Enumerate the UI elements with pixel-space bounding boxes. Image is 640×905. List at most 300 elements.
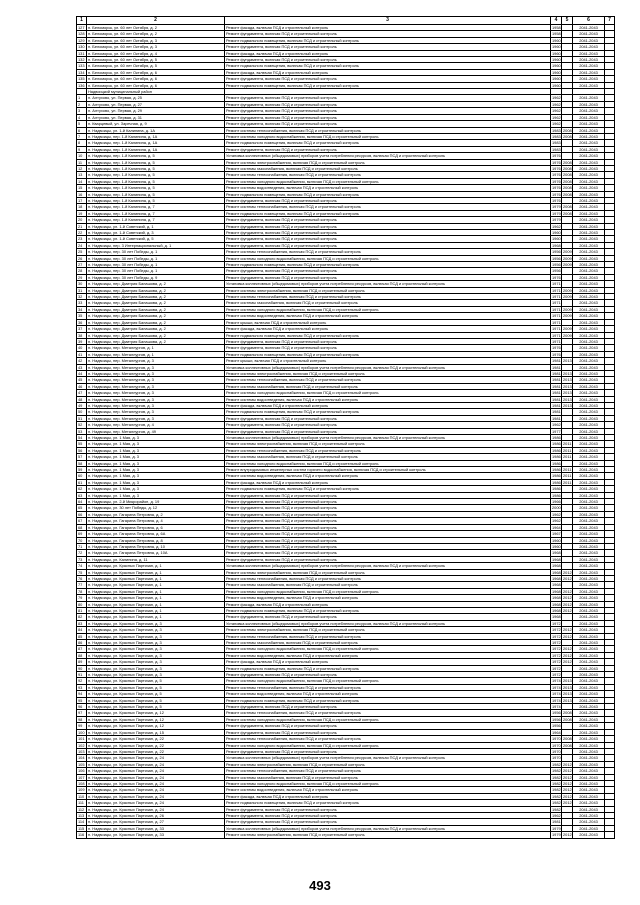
work-type-cell: Ремонт фундамента, включая ПСД и строительный контроль xyxy=(225,236,551,242)
planned-period-cell: 2041-2043 xyxy=(573,678,605,684)
last-repair-year-cell: 2012 xyxy=(563,832,572,838)
planned-period-cell: 2041-2043 xyxy=(573,550,605,556)
planned-period-cell: 2041-2043 xyxy=(573,262,605,268)
address-cell: п. Надвоицы, пер. 1-й Калинина, д. 1А xyxy=(87,146,225,152)
address-cell: п. Надвоицы, ул. Гагарина Петровна, д. 6А xyxy=(87,531,225,537)
row-number: 70 xyxy=(77,537,87,543)
work-type-cell: Ремонт фундамента, включая ПСД и строительный контроль xyxy=(225,217,551,223)
address-cell: п. Надвоицы, ул. Красных Партизан, д. 1 xyxy=(87,588,225,594)
work-type-cell: Ремонт системы холодного водоснабжения, включая ПСД и строительный контроль xyxy=(225,178,551,184)
build-year-cell: 1986 xyxy=(552,447,561,453)
planned-period-cell: 2041-2043 xyxy=(573,595,605,601)
row-number: 10 xyxy=(77,153,87,159)
planned-period-cell: 2041-2043 xyxy=(573,652,605,658)
row-number: 61 xyxy=(77,479,87,485)
row-number: 79 xyxy=(77,595,87,601)
address-cell: п. Надвоицы, ул. 1 Мая, д. 3 xyxy=(87,486,225,492)
address-cell: п. Надвоицы, ул. 1 Мая, д. 3 xyxy=(87,454,225,460)
address-cell: п. Надвоицы, ул. 30 лет Победы, д. 12 xyxy=(87,505,225,511)
address-cell: п. Надвоицы, пер. 1-й Калинина, д. 7 xyxy=(87,217,225,223)
build-year-cell: 1971 xyxy=(552,313,561,319)
last-repair-year-cell: 2011 xyxy=(563,454,572,460)
work-type-cell: Ремонт фундамента, включая ПСД и строительный контроль xyxy=(225,95,551,101)
build-year-cell: 1962 xyxy=(552,812,561,818)
work-type-cell: Установка коллективных (общедомовых) приборов учета потребления ресурсов, включая ПСД и строительный контроль xyxy=(225,620,551,626)
last-repair-year-cell: 2008 xyxy=(563,210,572,216)
address-cell: п. Надвоицы, ул. Красных Партизан, д. 24 xyxy=(87,793,225,799)
planned-period-cell: 2041-2043 xyxy=(573,505,605,511)
planned-period-cell: 2041-2043 xyxy=(573,287,605,293)
build-year-cell: 1962 xyxy=(552,511,561,517)
planned-period-cell: 2041-2043 xyxy=(573,563,605,569)
last-repair-year-cell: 2013 xyxy=(563,697,572,703)
planned-period-cell: 2041-2043 xyxy=(573,274,605,280)
address-cell: п. Надвоицы, пер. Дмитрия Балашова, д. 2 xyxy=(87,326,225,332)
row-number: 49 xyxy=(77,402,87,408)
work-type-cell: Ремонт фундамента, включая ПСД и строительный контроль xyxy=(225,76,551,82)
build-year-cell: 1981 xyxy=(552,377,561,383)
last-repair-year-cell: 2012 xyxy=(563,768,572,774)
work-type-cell: Ремонт фундамента, включая ПСД и строительный контроль xyxy=(225,108,551,114)
work-type-cell: Ремонт системы электроснабжения, включая ПСД и строительный контроль xyxy=(225,441,551,447)
work-type-cell: Ремонт фасада, включая ПСД и строительный контроль xyxy=(225,402,551,408)
build-year-cell: 1960 xyxy=(552,63,561,69)
planned-period-cell: 2041-2043 xyxy=(573,332,605,338)
address-cell: п. Надвоицы, ул. Красных Партизан, д. 1 xyxy=(87,575,225,581)
last-repair-year-cell: 2013 xyxy=(563,358,572,364)
address-cell: п. Алтухово, ул. Первая, д. 25 xyxy=(87,95,225,101)
build-year-cell: 1960 xyxy=(552,37,561,43)
row-number: 60 xyxy=(77,473,87,479)
row-number: 52 xyxy=(77,422,87,428)
last-repair-year-cell: 2012 xyxy=(563,800,572,806)
build-year-cell: 1960 xyxy=(552,82,561,88)
address-cell: п. Надвоицы, ул. Красных Партизан, д. 3 xyxy=(87,640,225,646)
work-type-cell: Ремонт фасада, включая ПСД и строительный контроль xyxy=(225,479,551,485)
address-cell: п. Надвоицы, пер. Металлургов, д. 3 xyxy=(87,396,225,402)
last-repair-year-cell: 2013 xyxy=(563,684,572,690)
work-type-cell: Ремонт подвального помещения, включая ПСД и строительный контроль xyxy=(225,409,551,415)
build-year-cell: 1983 xyxy=(552,140,561,146)
work-type-cell: Ремонт системы электроснабжения, включая ПСД и строительный контроль xyxy=(225,832,551,838)
last-repair-year-cell: 2012 xyxy=(563,787,572,793)
planned-period-cell: 2041-2043 xyxy=(573,755,605,761)
build-year-cell: 1971 xyxy=(552,287,561,293)
work-type-cell: Ремонт фундамента, включая ПСД и строительный контроль xyxy=(225,57,551,63)
work-type-cell: Ремонт фундамента, включая ПСД и строительный контроль xyxy=(225,121,551,127)
row-number: 38 xyxy=(77,332,87,338)
work-type-cell: Ремонт системы водоотведения, включая ПСД и строительный контроль xyxy=(225,185,551,191)
planned-period-cell: 2041-2043 xyxy=(573,716,605,722)
address-cell: п. Надвоицы, ул. 1 Мая, д. 3 xyxy=(87,479,225,485)
last-repair-year-cell: 2009 xyxy=(563,262,572,268)
row-number: 131 xyxy=(78,50,85,56)
address-cell: п. Надвоицы, пер. 1-й Калинина, д. 5 xyxy=(87,159,225,165)
work-type-cell: Ремонт подвального помещения, включая ПСД и строительный контроль xyxy=(225,486,551,492)
row-number: 47 xyxy=(77,390,87,396)
row-number: 71 xyxy=(77,543,87,549)
build-year-cell: 1976 xyxy=(552,351,561,357)
build-year-cell: 1962 xyxy=(552,114,561,120)
address-cell: п. Надвоицы, ул. Красных Партизан, д. 24 xyxy=(87,755,225,761)
work-type-cell: Ремонт фундамента, включая ПСД и строительный контроль xyxy=(225,806,551,812)
row-number: 97 xyxy=(77,710,87,716)
row-number: 26 xyxy=(77,255,87,261)
last-repair-year-cell: 2008 xyxy=(563,204,572,210)
address-cell: п. Надвоицы, ул. Красных Партизан, д. 24 xyxy=(87,787,225,793)
planned-period-cell: 2041-2043 xyxy=(573,294,605,300)
work-type-cell: Установка коллективных (общедомовых) приборов учета потребления ресурсов, включая ПСД и строительный контроль xyxy=(225,281,551,287)
last-repair-year-cell: 2009 xyxy=(563,326,572,332)
planned-period-cell: 2041-2043 xyxy=(573,402,605,408)
planned-period-cell: 2041-2043 xyxy=(573,531,605,537)
row-number: 56 xyxy=(77,447,87,453)
planned-period-cell: 2041-2043 xyxy=(573,697,605,703)
build-year-cell: 1976 xyxy=(552,159,561,165)
address-cell: п. Надвоицы, пер. Металлургов, д. 3 xyxy=(87,364,225,370)
build-year-cell: 1981 xyxy=(552,396,561,402)
row-number: 14 xyxy=(77,178,87,184)
address-cell: п. Надвоицы, ул. Красных Партизан, д. 1 xyxy=(87,569,225,575)
build-year-cell: 1986 xyxy=(552,441,561,447)
work-type-cell: Ремонт фундамента, включая ПСД и строительный контроль xyxy=(225,531,551,537)
row-number: 83 xyxy=(77,620,87,626)
planned-period-cell: 2041-2043 xyxy=(573,524,605,530)
build-year-cell: 1981 xyxy=(552,402,561,408)
build-year-cell: 1971 xyxy=(552,294,561,300)
row-number: 129 xyxy=(78,37,85,43)
last-repair-year-cell: 2009 xyxy=(563,294,572,300)
planned-period-cell: 2041-2043 xyxy=(573,607,605,613)
address-cell: п. Надвоицы, ул. Красных Партизан, д. 24 xyxy=(87,780,225,786)
build-year-cell: 1981 xyxy=(552,390,561,396)
planned-period-cell: 2041-2043 xyxy=(573,736,605,742)
work-type-cell: Ремонт системы газоснабжения, включая ПСД и строительный контроль xyxy=(225,300,551,306)
row-number: 96 xyxy=(77,704,87,710)
work-type-cell: Ремонт системы теплоснабжения, включая ПСД и строительный контроль xyxy=(225,633,551,639)
row-number: 92 xyxy=(77,678,87,684)
planned-period-cell: 2041-2043 xyxy=(573,76,605,82)
build-year-cell: 1972 xyxy=(552,640,561,645)
build-year-cell: 1968 xyxy=(552,575,561,581)
planned-period-cell: 2041-2043 xyxy=(573,800,605,806)
planned-period-cell: 2041-2043 xyxy=(573,415,605,421)
last-repair-year-cell: 2012 xyxy=(563,601,572,607)
planned-period-cell: 2041-2043 xyxy=(573,57,605,63)
work-type-cell: Ремонт системы водоотведения, включая ПСД и строительный контроль xyxy=(225,691,551,697)
address-cell: п. Алтухово, ул. Первая, д. 31 xyxy=(87,114,225,120)
address-cell: п. Беломорск, ул. 60 лет Октября, д. 5 xyxy=(87,63,225,69)
planned-period-cell: 2041-2043 xyxy=(573,178,605,184)
planned-period-cell: 2041-2043 xyxy=(573,479,605,485)
column-header: 1 xyxy=(77,17,87,25)
work-type-cell: Установка коллективных (общедомовых) приборов учета потребления ресурсов, включая ПСД и строительный контроль xyxy=(225,563,551,569)
planned-period-cell: 2041-2043 xyxy=(573,748,605,754)
work-type-cell: Ремонт фундамента, включая ПСД и строительный контроль xyxy=(225,672,551,678)
row-number: 74 xyxy=(77,563,87,569)
row-number: 42 xyxy=(77,358,87,364)
last-repair-year-cell: 2012 xyxy=(563,652,572,658)
work-type-cell: Ремонт системы теплоснабжения, включая ПСД и строительный контроль xyxy=(225,377,551,383)
build-year-cell: 1960 xyxy=(552,236,561,242)
row-number: 28 xyxy=(77,268,87,274)
work-type-cell: Ремонт системы теплоснабжения, включая ПСД и строительный контроль xyxy=(225,172,551,178)
row-number: 85 xyxy=(77,633,87,639)
planned-period-cell: 2041-2043 xyxy=(573,114,605,120)
planned-period-cell: 2041-2043 xyxy=(573,217,605,223)
work-type-cell: Ремонт крыши, включая ПСД и строительный контроль xyxy=(225,319,551,325)
last-repair-year-cell: 2009 xyxy=(563,287,572,293)
build-year-cell: 1971 xyxy=(552,281,561,287)
planned-period-cell: 2041-2043 xyxy=(573,390,605,396)
work-type-cell: Ремонт системы холодного водоснабжения, включая ПСД и строительный контроль xyxy=(225,460,551,466)
row-number: 9 xyxy=(77,146,87,152)
build-year-cell: 1966 xyxy=(552,499,561,505)
last-repair-year-cell: 2008 xyxy=(563,172,572,178)
work-type-cell: Установка коллективных (общедомовых) приборов учета потребления ресурсов, включая ПСД и строительный контроль xyxy=(225,825,551,831)
work-type-cell: Ремонт подвального помещения, включая ПСД и строительный контроль xyxy=(225,665,551,671)
build-year-cell: 1981 xyxy=(552,409,561,415)
work-type-cell: Ремонт фундамента, включая ПСД и строительный контроль xyxy=(225,242,551,248)
build-year-cell: 1956 xyxy=(552,710,561,716)
row-number: 98 xyxy=(77,716,87,722)
address-cell: п. Надвоицы, ул. Красных Партизан, д. 22 xyxy=(87,742,225,748)
row-number: 57 xyxy=(77,454,87,460)
work-type-cell: Ремонт системы теплоснабжения, включая ПСД и строительный контроль xyxy=(225,127,551,133)
row-number: 86 xyxy=(77,640,87,646)
column-header: 5 xyxy=(562,17,573,25)
last-repair-year-cell: 2008 xyxy=(563,710,572,716)
work-type-cell: Ремонт подвального помещения, включая ПСД и строительный контроль xyxy=(225,332,551,338)
row-number: 39 xyxy=(77,338,87,344)
row-number: 66 xyxy=(77,511,87,517)
address-cell: п. Надвоицы, пер. Дмитрия Балашова, д. 2 xyxy=(87,338,225,344)
work-type-cell: Ремонт подвального помещения, включая ПСД и строительный контроль xyxy=(225,800,551,806)
work-type-cell: Ремонт системы газоснабжения, включая ПСД и строительный контроль xyxy=(225,640,551,646)
last-repair-year-cell: 2009 xyxy=(563,306,572,312)
planned-period-cell: 2041-2043 xyxy=(573,242,605,248)
address-cell: п. Надвоицы, пер. Металлургов, д. 1 xyxy=(87,351,225,357)
work-type-cell: Ремонт системы водоотведения, включая ПСД и строительный контроль xyxy=(225,313,551,319)
build-year-cell: 1982 xyxy=(552,793,561,799)
build-year-cell: 1964 xyxy=(552,524,561,530)
build-year-cell: 1967 xyxy=(552,531,561,537)
work-type-cell: Ремонт фундамента, включая ПСД и строительный контроль xyxy=(225,345,551,351)
last-repair-year-cell: 2012 xyxy=(563,646,572,652)
row-number: 13 xyxy=(77,172,87,178)
planned-period-cell: 2041-2043 xyxy=(573,691,605,697)
last-repair-year-cell: 2011 xyxy=(563,479,572,485)
last-repair-year-cell: 2012 xyxy=(563,569,572,575)
work-type-cell: Установка коллективных (общедомовых) приборов учета потребления ресурсов, включая ПСД и строительный контроль xyxy=(225,153,551,159)
row-number: 27 xyxy=(77,262,87,268)
row-number: 114 xyxy=(77,819,87,825)
row-number: 108 xyxy=(78,780,85,786)
planned-period-cell: 2041-2043 xyxy=(573,723,605,729)
row-number: 132 xyxy=(78,57,85,63)
planned-period-cell: 2041-2043 xyxy=(573,313,605,319)
planned-period-cell: 2041-2043 xyxy=(573,428,605,434)
address-cell: п. Надвоицы, ул. Красных Партизан, д. 33 xyxy=(87,825,225,831)
planned-period-cell: 2041-2043 xyxy=(573,832,605,838)
address-cell: п. Надвоицы, ул. Красных Партизан, д. 27 xyxy=(87,819,225,825)
build-year-cell: 1970 xyxy=(552,736,561,742)
build-year-cell: 1956 xyxy=(552,268,561,274)
planned-period-cell: 2041-2043 xyxy=(573,556,605,562)
build-year-cell: 1960 xyxy=(552,50,561,56)
row-number: 30 xyxy=(77,281,87,287)
build-year-cell: 1982 xyxy=(552,806,561,812)
row-number: 95 xyxy=(77,697,87,703)
build-year-cell: 1981 xyxy=(552,370,561,376)
build-year-cell: 1968 xyxy=(552,601,561,607)
work-type-cell: Ремонт системы электроснабжения, включая ПСД и строительный контроль xyxy=(225,287,551,293)
planned-period-cell: 2041-2043 xyxy=(573,268,605,274)
planned-period-cell: 2041-2043 xyxy=(573,37,605,43)
row-number: 63 xyxy=(77,492,87,498)
address-cell: п. Надвоицы, пер. Металлургов, д. 3 xyxy=(87,409,225,415)
row-number: 76 xyxy=(77,575,87,581)
address-cell: п. Надвоицы, пер. Металлургов, д. 3 xyxy=(87,370,225,376)
work-type-cell: Ремонт системы газоснабжения, включая ПСД и строительный контроль xyxy=(225,582,551,588)
row-number: 7 xyxy=(77,133,87,139)
row-number: 36 xyxy=(77,319,87,325)
row-number: 6 xyxy=(77,127,87,133)
address-cell: п. Надвоицы, ул. Красных Партизан, д. 5 xyxy=(87,684,225,690)
planned-period-cell: 2041-2043 xyxy=(573,588,605,594)
planned-period-cell: 2041-2043 xyxy=(573,473,605,479)
row-number: 2 xyxy=(77,101,87,107)
build-year-cell: 1971 xyxy=(552,306,561,312)
planned-period-cell: 2041-2043 xyxy=(573,537,605,543)
build-year-cell: 1958 xyxy=(552,31,561,37)
address-cell: п. Надвоицы, пер. 3 Интернациональный, д. 1 xyxy=(87,242,225,248)
last-repair-year-cell: 2008 xyxy=(563,185,572,191)
address-cell: п. Надвоицы, пер. Дмитрия Балашова, д. 2 xyxy=(87,313,225,319)
build-year-cell: 1982 xyxy=(552,780,561,786)
address-cell: п. Надвоицы, пер. Дмитрия Балашова, д. 2 xyxy=(87,300,225,306)
build-year-cell: 1986 xyxy=(552,479,561,485)
last-repair-year-cell: 2008 xyxy=(563,159,572,165)
address-cell: п. Надвоицы, пер. Металлургов, д. 49 xyxy=(87,428,225,434)
planned-period-cell: 2041-2043 xyxy=(573,409,605,415)
address-cell: п. Надвоицы, пер. 1-й Калинина, д. 5 xyxy=(87,178,225,184)
build-year-cell: 1981 xyxy=(552,415,561,421)
row-number: 25 xyxy=(77,249,87,255)
address-cell: п. Надвоицы, пер. Дмитрия Балашова, д. 2 xyxy=(87,306,225,312)
work-type-cell: Ремонт подвального помещения, включая ПСД и строительный контроль xyxy=(225,697,551,703)
address-cell: п. Беломорск, ул. 60 лет Октября, д. 2 xyxy=(87,31,225,37)
planned-period-cell: 2041-2043 xyxy=(573,486,605,492)
planned-period-cell: 2041-2043 xyxy=(573,569,605,575)
work-type-cell: Ремонт фундамента, включая ПСД и строительный контроль xyxy=(225,197,551,203)
build-year-cell: 1968 xyxy=(552,588,561,594)
address-cell: п. Надвоицы, пер. Металлургов, д. 3 xyxy=(87,358,225,364)
build-year-cell: 1979 xyxy=(552,217,561,223)
work-type-cell: Ремонт системы теплоснабжения, включая ПСД и строительный контроль xyxy=(225,249,551,255)
planned-period-cell: 2041-2043 xyxy=(573,159,605,165)
planned-period-cell: 2041-2043 xyxy=(573,50,605,56)
work-type-cell: Ремонт подвального помещения, включая ПСД и строительный контроль xyxy=(225,607,551,613)
build-year-cell: 1968 xyxy=(552,595,561,601)
build-year-cell: 1981 xyxy=(552,383,561,389)
row-number: 37 xyxy=(77,326,87,332)
planned-period-cell: 2041-2043 xyxy=(573,223,605,229)
work-type-cell: Ремонт фундамента, включая ПСД и строительный контроль xyxy=(225,44,551,50)
address-cell: п. Надвоицы, ул. Красных Партизан, д. 5 xyxy=(87,691,225,697)
section-title: Надвоицкий муниципальный район xyxy=(87,89,225,95)
planned-period-cell: 2041-2043 xyxy=(573,191,605,197)
build-year-cell: 1986 xyxy=(552,460,561,466)
address-cell: п. Надвоицы, ул. 1 Мая, д. 3 xyxy=(87,460,225,466)
planned-period-cell: 2041-2043 xyxy=(573,230,605,236)
work-type-cell: Ремонт системы газоснабжения, включая ПСД и строительный контроль xyxy=(225,165,551,171)
address-cell: п. Надвоицы, пер. 1-й Калинина, д. 5 xyxy=(87,153,225,159)
address-cell: п. Надвоицы, ул. Гагарина Петровна, д. 4 xyxy=(87,518,225,524)
work-type-cell: Ремонт фасада, включая ПСД и строительный контроль xyxy=(225,50,551,56)
build-year-cell: 1983 xyxy=(552,133,561,139)
row-number: 46 xyxy=(77,383,87,389)
planned-period-cell: 2041-2043 xyxy=(573,684,605,690)
address-cell: п. Надвоицы, ул. Красных Партизан, д. 1 xyxy=(87,563,225,569)
planned-period-cell: 2041-2043 xyxy=(573,396,605,402)
work-type-cell: Ремонт системы газоснабжения, включая ПСД и строительный контроль xyxy=(225,774,551,780)
address-cell: п. Надвоицы, ул. Красных Партизан, д. 12 xyxy=(87,723,225,729)
capital-repair-table xyxy=(76,16,615,839)
column-header: 3 xyxy=(225,17,551,25)
last-repair-year-cell: 2012 xyxy=(563,761,572,767)
build-year-cell: 1962 xyxy=(552,108,561,114)
address-cell: п. Надвоицы, ул. Калинина, д. 11 xyxy=(87,556,225,562)
work-type-cell: Ремонт фундамента, включая ПСД и строительный контроль xyxy=(225,524,551,530)
address-cell: п. Надвоицы, ул. Красных Партизан, д. 22 xyxy=(87,748,225,754)
build-year-cell: 1970 xyxy=(552,748,561,754)
planned-period-cell: 2041-2043 xyxy=(573,82,605,88)
planned-period-cell: 2041-2043 xyxy=(573,435,605,441)
row-number: 102 xyxy=(78,742,85,748)
planned-period-cell: 2041-2043 xyxy=(573,210,605,216)
planned-period-cell: 2041-2043 xyxy=(573,441,605,447)
address-cell: п. Надвоицы, пер. 1-й Калинина, д. 7 xyxy=(87,204,225,210)
row-number: 16 xyxy=(77,191,87,197)
planned-period-cell: 2041-2043 xyxy=(573,492,605,498)
build-year-cell: 1979 xyxy=(552,832,561,838)
build-year-cell: 1976 xyxy=(552,274,561,280)
row-number: 50 xyxy=(77,409,87,415)
build-year-cell: 1983 xyxy=(552,146,561,152)
work-type-cell: Ремонт фасада, включая ПСД и строительный контроль xyxy=(225,25,551,31)
row-number: 21 xyxy=(77,223,87,229)
planned-period-cell: 2041-2043 xyxy=(573,281,605,287)
work-type-cell: Ремонт системы холодного водоснабжения, включая ПСД и строительный контроль xyxy=(225,716,551,722)
address-cell: п. Надвоицы, ул. Красных Партизан, д. 3 xyxy=(87,659,225,665)
last-repair-year-cell: 2013 xyxy=(563,370,572,376)
row-number: 90 xyxy=(77,665,87,671)
build-year-cell: 1968 xyxy=(552,563,561,569)
last-repair-year-cell: 2008 xyxy=(563,191,572,197)
row-number: 104 xyxy=(78,755,85,761)
work-type-cell: Ремонт фундамента, включая ПСД и строительный контроль xyxy=(225,511,551,517)
planned-period-cell: 2041-2043 xyxy=(573,620,605,626)
row-number: 43 xyxy=(77,364,87,370)
planned-period-cell: 2041-2043 xyxy=(573,44,605,50)
address-cell: п. Надвоицы, ул. Красных Партизан, д. 5 xyxy=(87,704,225,710)
build-year-cell: 1968 xyxy=(552,556,561,562)
planned-period-cell: 2041-2043 xyxy=(573,614,605,620)
planned-period-cell: 2041-2043 xyxy=(573,447,605,453)
work-type-cell: Ремонт системы водоотведения, включая ПСД и строительный контроль xyxy=(225,396,551,402)
address-cell: п. Надвоицы, пер. Дмитрия Балашова, д. 2 xyxy=(87,281,225,287)
